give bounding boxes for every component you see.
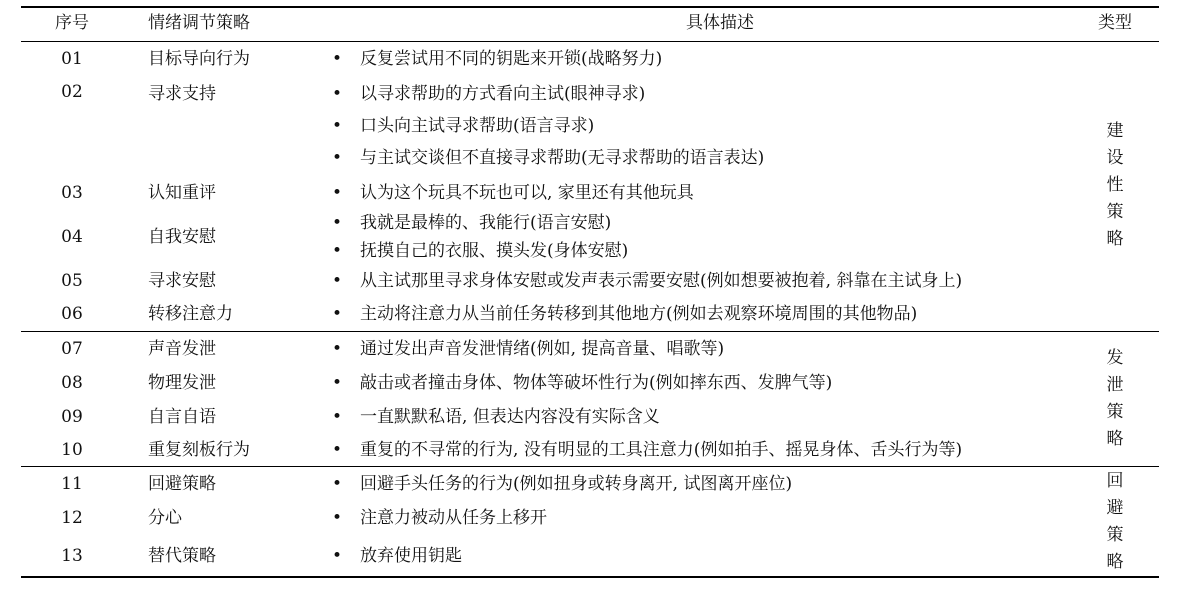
description: 反复尝试用不同的钥匙来开锁(战略努力) — [360, 49, 663, 69]
bullet: • — [331, 84, 343, 104]
strategy-name: 分心 — [148, 508, 182, 528]
group-rule — [21, 466, 1159, 467]
row-number: 05 — [61, 271, 83, 291]
row-number: 03 — [61, 183, 83, 203]
row-number: 09 — [61, 407, 83, 427]
bullet: • — [331, 183, 343, 203]
description: 我就是最棒的、我能行(语言安慰) — [360, 213, 612, 233]
bullet: • — [331, 546, 343, 566]
description: 一直默默私语, 但表达内容没有实际含义 — [360, 407, 660, 427]
bottom-rule — [21, 576, 1159, 578]
bullet: • — [331, 271, 343, 291]
bullet: • — [331, 508, 343, 528]
bullet: • — [331, 407, 343, 427]
row-number: 12 — [61, 508, 83, 528]
header-num: 序号 — [55, 13, 89, 33]
strategy-name: 回避策略 — [148, 474, 216, 494]
header-type: 类型 — [1098, 13, 1132, 33]
description: 通过发出声音发泄情绪(例如, 提高音量、唱歌等) — [360, 339, 725, 359]
row-number: 06 — [61, 304, 83, 324]
row-number: 07 — [61, 339, 83, 359]
strategy-name: 寻求支持 — [148, 84, 216, 104]
description: 注意力被动从任务上移开 — [360, 508, 547, 528]
strategy-name: 自言自语 — [148, 407, 216, 427]
description: 以寻求帮助的方式看向主试(眼神寻求) — [360, 84, 646, 104]
description: 放弃使用钥匙 — [360, 546, 462, 566]
group-rule — [21, 331, 1159, 332]
description: 抚摸自己的衣服、摸头发(身体安慰) — [360, 241, 629, 261]
row-number: 11 — [61, 474, 83, 494]
row-number: 02 — [61, 82, 83, 102]
strategy-name: 目标导向行为 — [148, 49, 250, 69]
header-rule — [21, 41, 1159, 42]
bullet: • — [331, 241, 343, 261]
strategy-name: 物理发泄 — [148, 373, 216, 393]
row-number: 13 — [61, 546, 83, 566]
bullet: • — [331, 373, 343, 393]
strategy-name: 转移注意力 — [148, 304, 233, 324]
bullet: • — [331, 49, 343, 69]
type-label: 发泄策略 — [1106, 348, 1124, 449]
description: 与主试交谈但不直接寻求帮助(无寻求帮助的语言表达) — [360, 148, 765, 168]
row-number: 01 — [61, 49, 83, 69]
top-rule — [21, 6, 1159, 8]
description: 认为这个玩具不玩也可以, 家里还有其他玩具 — [360, 183, 694, 203]
strategy-name: 认知重评 — [148, 183, 216, 203]
strategy-name: 替代策略 — [148, 546, 216, 566]
strategy-name: 寻求安慰 — [148, 271, 216, 291]
bullet: • — [331, 474, 343, 494]
bullet: • — [331, 339, 343, 359]
header-strategy: 情绪调节策略 — [148, 13, 250, 33]
bullet: • — [331, 213, 343, 233]
bullet: • — [331, 304, 343, 324]
description: 从主试那里寻求身体安慰或发声表示需要安慰(例如想要被抱着, 斜靠在主试身上) — [360, 271, 963, 291]
bullet: • — [331, 148, 343, 168]
header-desc: 具体描述 — [686, 13, 754, 33]
description: 重复的不寻常的行为, 没有明显的工具注意力(例如拍手、摇晃身体、舌头行为等) — [360, 440, 963, 460]
strategy-name: 自我安慰 — [148, 227, 216, 247]
description: 回避手头任务的行为(例如扭身或转身离开, 试图离开座位) — [360, 474, 793, 494]
type-label: 回避策略 — [1106, 471, 1124, 572]
description: 敲击或者撞击身体、物体等破坏性行为(例如摔东西、发脾气等) — [360, 373, 833, 393]
bullet: • — [331, 116, 343, 136]
row-number: 10 — [61, 440, 83, 460]
strategy-name: 重复刻板行为 — [148, 440, 250, 460]
bullet: • — [331, 440, 343, 460]
row-number: 04 — [61, 227, 83, 247]
row-number: 08 — [61, 373, 83, 393]
description: 口头向主试寻求帮助(语言寻求) — [360, 116, 595, 136]
type-label: 建设性策略 — [1106, 121, 1124, 249]
strategy-name: 声音发泄 — [148, 339, 216, 359]
description: 主动将注意力从当前任务转移到其他地方(例如去观察环境周围的其他物品) — [360, 304, 918, 324]
